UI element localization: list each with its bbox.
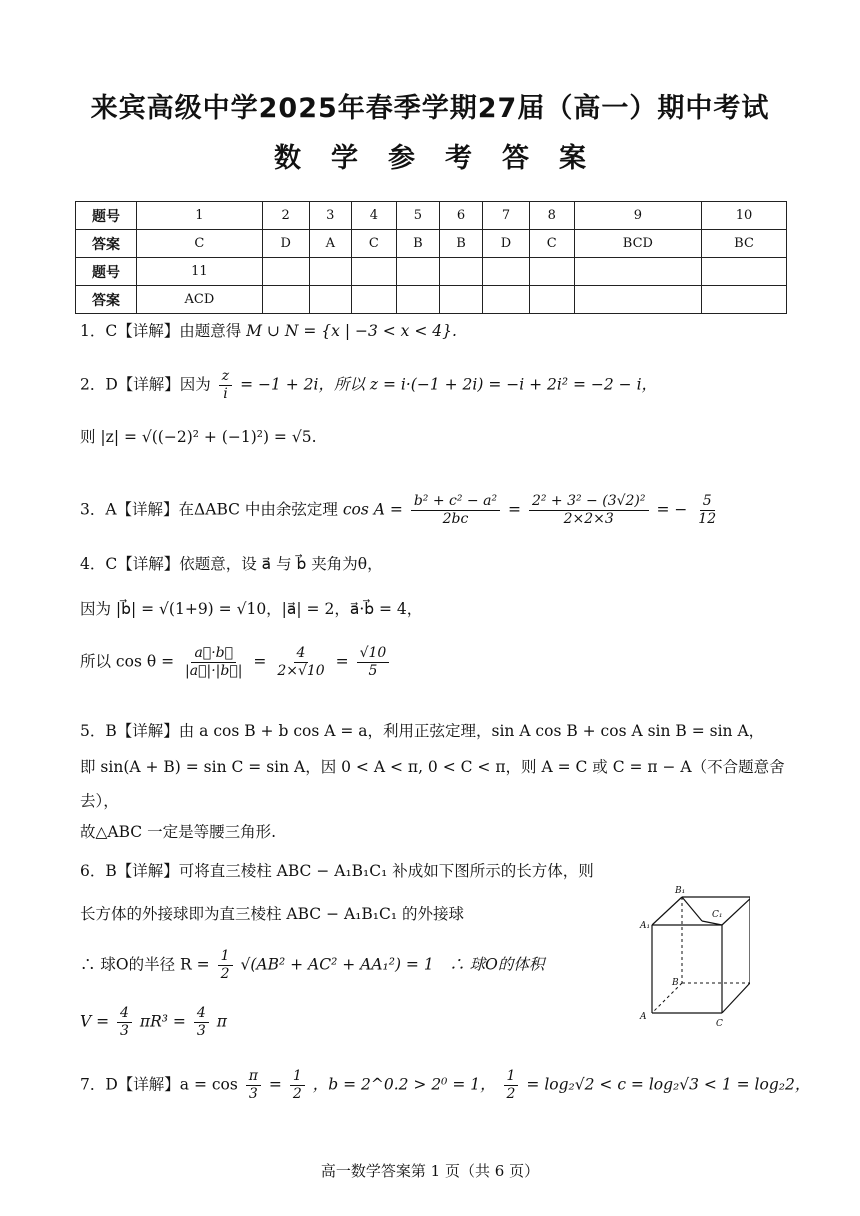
fraction-denominator: 12 bbox=[698, 510, 717, 527]
answer-1 bbox=[80, 322, 457, 341]
equals-sign: = bbox=[508, 500, 521, 519]
fraction-denominator: 5 bbox=[368, 662, 378, 679]
label-c1: C₁ bbox=[712, 910, 723, 920]
fraction-numerator: 1 bbox=[504, 1068, 519, 1086]
table-cell: 5 bbox=[396, 202, 439, 230]
answer-6-line1: 6．B【详解】可将直三棱柱 ABC − A₁B₁C₁ 补成如下图所示的长方体，则 bbox=[80, 862, 594, 880]
fraction bbox=[504, 1068, 519, 1103]
answer-6-text: ∴ 球O的半径 R = bbox=[80, 955, 210, 974]
answer-5-line1: 5．B【详解】由 a cos B + b cos A = a，利用正弦定理，sin A cos B + cos A sin B = sin A， bbox=[80, 722, 765, 740]
fraction-denominator: 2 bbox=[506, 1085, 516, 1102]
exam-title: 来宾高级中学2025年春季学期27届（高一）期中考试 bbox=[90, 93, 770, 124]
table-cell bbox=[702, 258, 787, 286]
fraction-numerator: 2² + 3² − (3√2)² bbox=[529, 493, 649, 511]
fraction-denominator: 2 bbox=[220, 965, 230, 982]
table-cell: 1 bbox=[137, 202, 263, 230]
table-header-cell: 题号 bbox=[76, 202, 137, 230]
fraction bbox=[218, 948, 233, 983]
fraction-denominator: 2×2×3 bbox=[563, 510, 614, 527]
table-cell bbox=[396, 258, 439, 286]
table-cell bbox=[702, 286, 787, 314]
answer-2-line2: 则 |z| = √((−2)² + (−1)²) = √5. bbox=[80, 428, 317, 446]
table-cell: C bbox=[529, 230, 574, 258]
table-row bbox=[76, 258, 787, 286]
fraction-numerator: z bbox=[219, 368, 232, 386]
table-cell: D bbox=[262, 230, 309, 258]
table-cell bbox=[262, 258, 309, 286]
table-row bbox=[76, 286, 787, 314]
answer-5-line2: 即 sin(A + B) = sin C = sin A，因 0 < A < π, 0 < C < π，则 A = C 或 C = π − A（不合题意舍 bbox=[80, 758, 785, 776]
fraction-numerator: 5 bbox=[700, 493, 715, 511]
table-cell bbox=[529, 258, 574, 286]
table-cell bbox=[309, 258, 351, 286]
table-cell: 6 bbox=[439, 202, 482, 230]
table-cell: 7 bbox=[483, 202, 530, 230]
answer-subtitle: 数学参考答案 bbox=[274, 143, 616, 174]
fraction bbox=[117, 1005, 132, 1040]
fraction-denominator: 2bc bbox=[442, 510, 469, 527]
table-cell: 10 bbox=[702, 202, 787, 230]
label-a: A bbox=[640, 1012, 647, 1022]
fraction bbox=[290, 1068, 305, 1103]
answer-4-line1: 4．C【详解】依题意，设 a⃗ 与 b⃗ 夹角为θ， bbox=[80, 555, 383, 573]
table-cell: B bbox=[396, 230, 439, 258]
fraction bbox=[274, 645, 327, 680]
equals-sign: = − bbox=[656, 500, 688, 519]
table-cell bbox=[352, 258, 397, 286]
table-cell: C bbox=[137, 230, 263, 258]
answer-3 bbox=[80, 493, 722, 528]
fraction bbox=[219, 368, 232, 403]
equals-sign: = bbox=[253, 652, 267, 671]
fraction bbox=[411, 493, 500, 528]
cuboid-figure bbox=[630, 883, 750, 1033]
label-a1: A₁ bbox=[640, 921, 651, 931]
fraction bbox=[246, 1068, 261, 1103]
table-cell bbox=[483, 286, 530, 314]
answer-table bbox=[75, 201, 787, 314]
table-cell: C bbox=[352, 230, 397, 258]
fraction-numerator: √10 bbox=[357, 645, 390, 663]
table-cell: 8 bbox=[529, 202, 574, 230]
table-cell bbox=[396, 286, 439, 314]
answer-5-line4: 故△ABC 一定是等腰三角形. bbox=[80, 823, 277, 841]
table-cell: 2 bbox=[262, 202, 309, 230]
table-cell bbox=[529, 286, 574, 314]
answer-3-lhs: cos A = bbox=[342, 500, 403, 519]
answer-2-expr: = −1 + 2i，所以 z = i·(−1 + 2i) = −i + 2i² = −2 − i， bbox=[240, 375, 658, 394]
table-cell: A bbox=[309, 230, 351, 258]
fraction-numerator: 1 bbox=[290, 1068, 305, 1086]
fraction-numerator: 4 bbox=[294, 645, 309, 663]
fraction-denominator: 2×√10 bbox=[277, 662, 325, 679]
table-cell: B bbox=[439, 230, 482, 258]
fraction-denominator: 3 bbox=[248, 1085, 258, 1102]
fraction bbox=[182, 645, 245, 680]
fraction bbox=[357, 645, 390, 680]
fraction bbox=[529, 493, 649, 528]
answer-4-text: 所以 cos θ = bbox=[80, 652, 175, 671]
answer-2 bbox=[80, 368, 657, 403]
table-cell: 3 bbox=[309, 202, 351, 230]
fraction-denominator: 3 bbox=[120, 1022, 129, 1039]
answer-7-expr2: = log₂√2 < c = log₂√3 < 1 = log₂2， bbox=[526, 1075, 811, 1094]
answer-4-line3 bbox=[80, 645, 392, 680]
answer-4-line2: 因为 |b⃗| = √(1+9) = √10，|a⃗| = 2，a⃗·b⃗ = 4， bbox=[80, 600, 423, 618]
answer-6-v: V = bbox=[80, 1012, 110, 1031]
table-cell: BC bbox=[702, 230, 787, 258]
table-cell bbox=[483, 258, 530, 286]
fraction-denominator: i bbox=[223, 385, 228, 402]
fraction bbox=[695, 493, 719, 528]
answer-2-text: 2．D【详解】因为 bbox=[80, 375, 211, 394]
page-footer: 高一数学答案第 1 页（共 6 页） bbox=[320, 1162, 540, 1180]
table-cell: 11 bbox=[137, 258, 263, 286]
answer-6-line2: 长方体的外接球即为直三棱柱 ABC − A₁B₁C₁ 的外接球 bbox=[80, 905, 465, 923]
table-cell: D bbox=[483, 230, 530, 258]
answer-5-line3: 去）， bbox=[80, 792, 119, 810]
fraction-numerator: 1 bbox=[218, 948, 233, 966]
equals-sign: = bbox=[335, 652, 349, 671]
fraction-numerator: 4 bbox=[117, 1005, 132, 1023]
table-header-cell: 题号 bbox=[76, 258, 137, 286]
table-cell: 9 bbox=[574, 202, 701, 230]
equals-sign: = bbox=[268, 1075, 282, 1094]
fraction-denominator: 3 bbox=[196, 1022, 206, 1039]
fraction-denominator: |a⃗|·|b⃗| bbox=[185, 662, 243, 679]
table-row bbox=[76, 230, 787, 258]
fraction-numerator: π bbox=[246, 1068, 261, 1086]
answer-1-text: 1．C【详解】由题意得 bbox=[80, 322, 242, 340]
answer-7-expr: ，b = 2^0.2 > 2⁰ = 1， bbox=[312, 1075, 496, 1094]
answer-6-end: π bbox=[216, 1012, 227, 1031]
table-header-cell: 答案 bbox=[76, 230, 137, 258]
label-b1: B₁ bbox=[675, 886, 686, 896]
table-cell: 4 bbox=[352, 202, 397, 230]
fraction-denominator: 2 bbox=[292, 1085, 302, 1102]
fraction-numerator: 4 bbox=[194, 1005, 209, 1023]
table-cell bbox=[574, 258, 701, 286]
answer-6-line4 bbox=[80, 1005, 227, 1040]
table-row bbox=[76, 202, 787, 230]
label-c: C bbox=[716, 1019, 723, 1029]
table-cell bbox=[574, 286, 701, 314]
fraction-numerator: a⃗·b⃗ bbox=[191, 645, 236, 663]
fraction-numerator: b² + c² − a² bbox=[411, 493, 500, 511]
table-cell bbox=[352, 286, 397, 314]
label-b: B bbox=[672, 978, 679, 988]
table-cell bbox=[309, 286, 351, 314]
answer-6-expr: √(AB² + AC² + AA₁²) = 1 ∴ 球O的体积 bbox=[240, 955, 545, 974]
answer-6-mid: πR³ = bbox=[139, 1012, 186, 1031]
table-cell: ACD bbox=[137, 286, 263, 314]
answer-6-line3 bbox=[80, 948, 544, 983]
table-cell: BCD bbox=[574, 230, 701, 258]
answer-7-text: 7．D【详解】a = cos bbox=[80, 1075, 238, 1094]
table-header-cell: 答案 bbox=[76, 286, 137, 314]
table-cell bbox=[439, 258, 482, 286]
table-cell bbox=[262, 286, 309, 314]
fraction bbox=[194, 1005, 209, 1040]
table-cell bbox=[439, 286, 482, 314]
answer-7 bbox=[80, 1068, 810, 1103]
answer-3-text: 3．A【详解】在ΔABC 中由余弦定理 bbox=[80, 500, 338, 519]
answer-1-expr: M ∪ N = {x | −3 < x < 4}. bbox=[246, 322, 457, 340]
